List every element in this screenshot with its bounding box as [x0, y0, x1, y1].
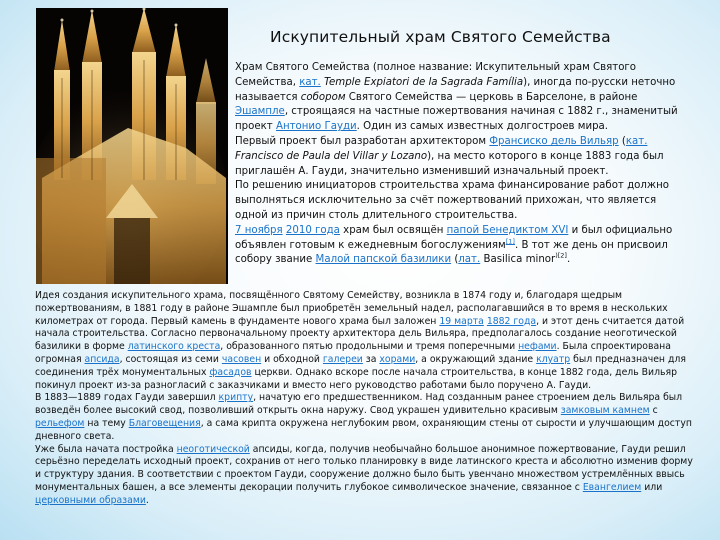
text-run: церкви. Однако вскоре после начала строительства, в конце 1882 года, дель Вильяр покинул проект из-за разногласий с заказчиками и вместо него руководство работами было поручено А. Гауди.	[35, 366, 678, 391]
inline-link[interactable]: Благовещения	[128, 417, 201, 429]
text-run: , образованного пятью продольными и тремя поперечными	[220, 341, 519, 353]
text-run: , а окружающий здание	[415, 353, 537, 365]
text-run: Уже была начата постройка	[35, 443, 177, 455]
footnote-ref: )[2]	[555, 251, 567, 260]
text-run: Basilica minor	[480, 254, 556, 266]
inline-link[interactable]: кат.	[625, 135, 648, 147]
text-run: ), на место которого в конце 1883 года был приглашён А. Гауди, значительно изменивший изначальный проект.	[235, 150, 664, 177]
inline-link[interactable]: 1882 года	[486, 315, 537, 327]
inline-link[interactable]: Евангелием	[582, 481, 642, 493]
inline-link[interactable]: рельефом	[35, 417, 85, 429]
intro-paragraph	[235, 135, 687, 179]
intro-paragraph	[235, 224, 687, 268]
text-run: .	[566, 254, 571, 266]
inline-link[interactable]: латинского креста	[127, 341, 221, 353]
text-run: Идея создания искупительного храма, посвящённого Святому Семейству, возникла в 1874 году и, благодаря щедрым пожертвованиям, в 1881 году в районе Эшампле был приобретён земельный надел, располагавшийся в то время в нескольких километрах от города. Первый камень в фундаменте нового храма был заложен	[35, 290, 668, 327]
inline-link[interactable]: лат.	[458, 254, 481, 266]
inline-link[interactable]: церковными образами	[35, 494, 146, 506]
inline-link[interactable]: неоготической	[176, 443, 250, 455]
italic-text: Francisco de Paula del Villar y Lozano	[235, 150, 428, 162]
inline-link[interactable]: Эшампле	[235, 106, 285, 118]
text-run: В 1883—1889 годах Гауди завершил	[35, 392, 219, 404]
text-run: или	[641, 481, 663, 493]
text-run: был предназначен для соединения трёх монументальных	[35, 353, 686, 378]
text-run: за	[362, 353, 380, 365]
text-run: и обходной	[261, 353, 323, 365]
text-run: .	[145, 494, 149, 506]
inline-link[interactable]: 19 марта	[439, 315, 484, 327]
body-paragraph	[35, 444, 695, 508]
inline-link[interactable]: папой Бенедиктом XVI	[446, 224, 569, 236]
text-run: , строящаяся на частные пожертвования начиная с 1882 г., знаменитый проект	[235, 106, 678, 133]
body-paragraph	[35, 392, 695, 443]
inline-link[interactable]: [1]	[505, 237, 515, 246]
text-run: , начатую его предшественником. Над созданным ранее строением дель Вильяра был возведён более высокий свод, позволивший открыть окна наружу. Свод украшен удивительно красивым	[35, 392, 683, 417]
inline-link[interactable]: галереи	[322, 353, 363, 365]
intro-text	[235, 61, 687, 268]
inline-link[interactable]: апсида	[84, 353, 120, 365]
inline-link[interactable]: крипту	[218, 392, 254, 404]
sagrada-familia-photo	[36, 8, 228, 284]
intro-paragraph	[235, 61, 687, 135]
inline-link[interactable]: Малой папской базилики	[315, 254, 452, 266]
inline-link[interactable]: хорами	[379, 353, 416, 365]
text-run: Храм Святого Семейства (полное название: Искупительный храм Святого Семейства,	[235, 62, 637, 88]
cathedral-illustration	[36, 8, 228, 284]
inline-link[interactable]: Антонио Гауди	[275, 121, 357, 133]
text-run: Святого Семейства — церковь в Барселоне, в районе	[345, 91, 638, 103]
inline-link[interactable]: замковым камнем	[560, 405, 650, 417]
body-text	[35, 290, 695, 508]
text-run: , и этот день считается датой начала строительства. Согласно первоначальному проекту архитектора дель Вильяра, предполагалось создание неоготической базилики в форме	[35, 315, 685, 353]
inline-link[interactable]: 2010 года	[285, 224, 340, 236]
inline-link[interactable]: 7 ноября	[235, 224, 283, 236]
intro-paragraph	[235, 179, 687, 223]
text-run: (	[451, 254, 459, 266]
body-paragraph	[35, 290, 695, 392]
inline-link[interactable]: нефами	[518, 341, 557, 353]
text-run: с	[649, 405, 658, 417]
text-run: Первый проект был разработан архитектором	[235, 135, 490, 147]
text-run: . Один из самых известных долгостроев мира.	[356, 121, 609, 133]
inline-link[interactable]: Франсиско дель Вильяр	[489, 135, 619, 147]
inline-link[interactable]: клуатр	[536, 353, 571, 365]
text-run: храм был освящён	[339, 224, 447, 236]
inline-link[interactable]: кат.	[299, 76, 321, 88]
inline-link[interactable]: фасадов	[209, 366, 252, 378]
text-run: , а сама крипта окружена неглубоким рвом, охраняющим стены от сырости и улучшающим доступ дневного света.	[35, 417, 692, 442]
text-run: . Была спроектирована огромная	[35, 341, 671, 365]
italic-text: собором	[300, 91, 346, 103]
text-run: По решению инициаторов строительства храма финансирование работ должно выполняться исключительно за счёт пожертвований прихожан, что является одной из причин столь длительного строительства.	[235, 180, 669, 221]
text-run: . В тот же день он присвоил собору звание	[235, 239, 668, 266]
text-run: (	[618, 135, 626, 147]
page-title: Искупительный храм Святого Семейства	[270, 28, 611, 46]
text-run: апсиды, когда, получив необычайно большое анонимное пожертвование, Гауди решил серьёзно переделать исходный проект, сохранив от него только планировку в виде латинского креста и абсолютно изменив форму и структуру здания. В соответствии с проектом Гауди, сооружение должно было быть увенчано множеством устремлённых ввысь монументальных башен, а все элементы декорации получить глубокое символическое значение, связанное с	[35, 443, 693, 493]
text-run: на тему	[84, 417, 129, 429]
text-run: , состоящая из семи	[119, 353, 222, 365]
text-run: ), иногда по-русски неточно называется	[235, 76, 676, 103]
italic-text: Temple Expiatori de la Sagrada Família	[324, 76, 524, 88]
inline-link[interactable]: часовен	[221, 353, 262, 365]
text-run: и был официально объявлен готовым к ежедневным богослужениям	[235, 224, 673, 251]
